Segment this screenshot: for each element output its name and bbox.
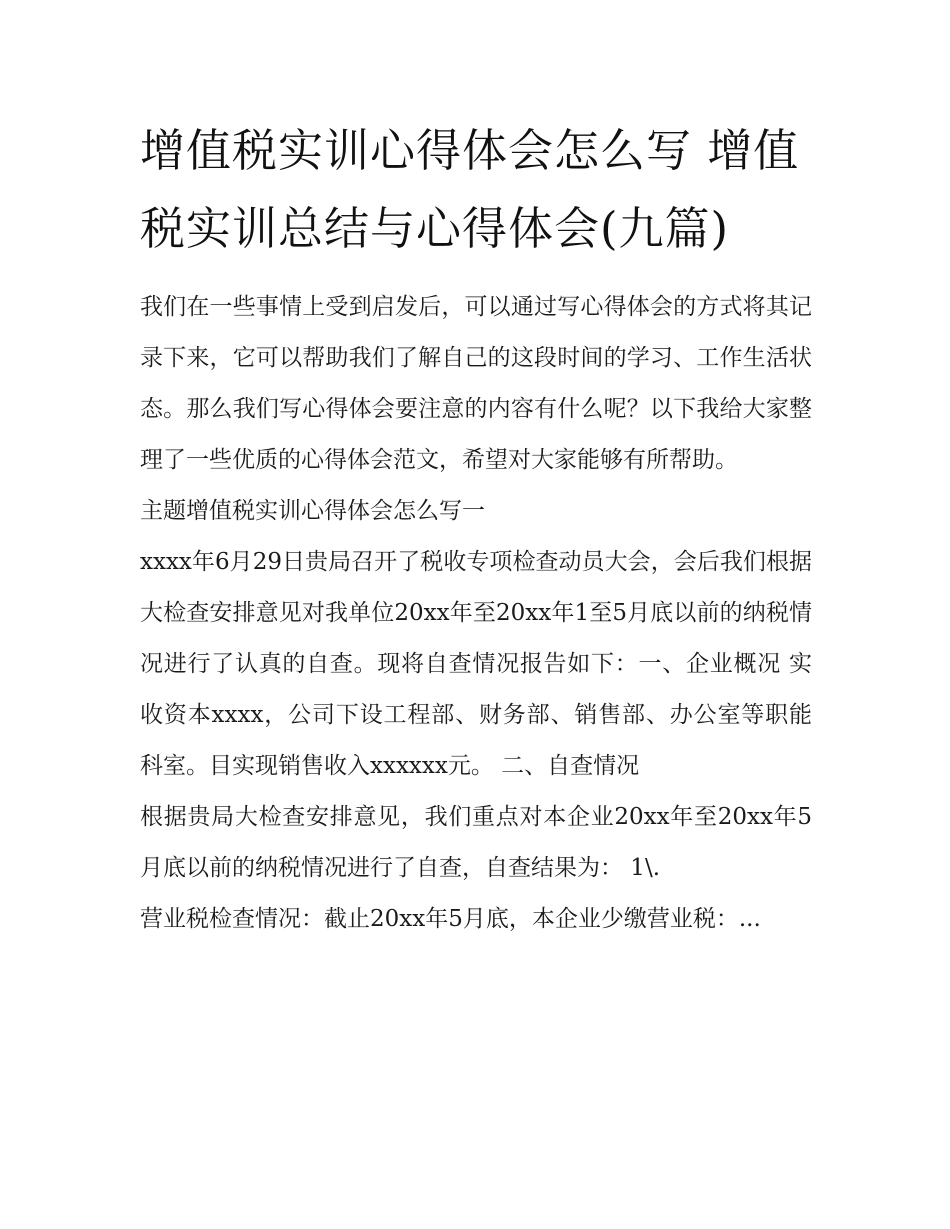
document-title: 增值税实训心得体会怎么写 增值税实训总结与心得体会(九篇) [140, 124, 800, 255]
body-paragraph-3: 营业税检查情况：截止20xx年5月底，本企业少缴营业税：... [140, 906, 761, 932]
body-paragraph-2: 根据贵局大检查安排意见，我们重点对本企业20xx年至20xx年5月底以前的纳税情况进行了自查，自查结果为： 1\. [140, 804, 812, 881]
document-page [140, 112, 812, 945]
body-paragraph-1: xxxx年6月29日贵局召开了税收专项检查动员大会，会后我们根据大检查安排意见对我单位20xx年至20xx年1至5月底以前的纳税情况进行了认真的自查。现将自查情况报告如下：一、企业概况 实收资本xxxx，公司下设工程部、财务部、销售部、办公室等职能科室。目实现销售收入xxxxxx元。 二、自查情况 [140, 549, 812, 779]
section-heading: 主题增值税实训心得体会怎么写一 [140, 498, 485, 524]
intro-paragraph: 我们在一些事情上受到启发后，可以通过写心得体会的方式将其记录下来，它可以帮助我们了解自己的这段时间的学习、工作生活状态。那么我们写心得体会要注意的内容有什么呢？以下我给大家整理了一些优质的心得体会范文，希望对大家能够有所帮助。 [140, 294, 812, 473]
